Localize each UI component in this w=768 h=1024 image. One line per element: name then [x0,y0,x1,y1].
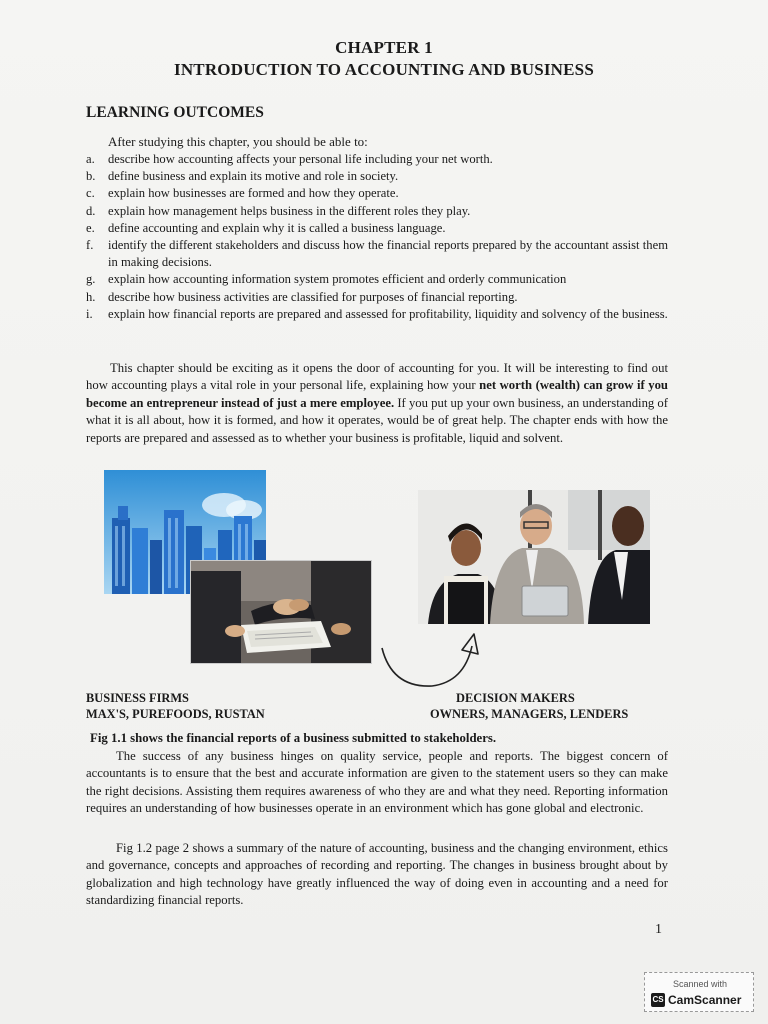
caption-decision-makers: DECISION MAKERS OWNERS, MANAGERS, LENDERS [430,691,629,721]
outcomes-intro: After studying this chapter, you should be able to: [108,134,368,149]
outcome-item: d. explain how management helps business in the different roles they play. [86,203,471,218]
camscanner-logo-icon: CS [651,993,665,1007]
intro-paragraph: This chapter should be exciting as it opens the door of accounting for you. It will be interesting to find out how accounting plays a vital role in your personal life, explaining how your net worth (wealth) can grow if you become an entrepreneur instead of just a mere employee. If you put up your own business, an understanding of what it is all about, how it is formed, and how it operates, would be of great help. The chapter ends with how the reports are prepared and assessed as to whether your business is profitable, liquid and solvent. [86,361,668,445]
handshake-documents-image [190,560,372,664]
bold-net-worth: net worth (wealth) [479,378,580,393]
caption-business-firms: BUSINESS FIRMS MAX'S, PUREFOODS, RUSTAN [86,691,265,721]
success-paragraph: The success of any business hinges on quality service, people and reports. The biggest concern of accountants is to ensure that the best and accurate information are given to the statement users so they can make the right decisions. Assisting them requires awareness of who they are and what they need. Reporting information requires an understanding of how businesses operate in an environment which has gone global and electronic. [86,749,668,816]
summary-paragraph: Fig 1.2 page 2 shows a summary of the nature of accounting, business and the changing environment, ethics and governance, concepts and approaches of recording and reporting. The changes in business brought about by globalization and high technology have greatly influenced the way of doing even in accounting and a need for standardizing financial reports. [86,841,668,908]
outcome-item: b. define business and explain its motive and role in society. [86,169,399,184]
outcome-item: e. define accounting and explain why it is called a business language. [86,220,446,235]
curved-arrow-icon [372,628,482,694]
camscanner-watermark: Scanned with CS CamScanner [644,972,754,1012]
outcome-item: g. explain how accounting information system promotes efficient and orderly communication [86,272,567,287]
bold-entrepreneur: if you become an entrepreneur instead of just a mere employee. [86,378,668,410]
outcome-item: i. explain how financial reports are prepared and assessed for profitability, liquidity and solvency of the business. [86,306,668,321]
outcomes-list [86,151,668,323]
learning-outcomes-heading: LEARNING OUTCOMES [86,104,264,121]
chapter-heading: CHAPTER 1 [335,38,433,57]
outcome-item: a. describe how accounting affects your personal life including your net worth. [86,152,493,166]
chapter-title: INTRODUCTION TO ACCOUNTING AND BUSINESS [174,60,594,79]
outcome-item: f. identify the different stakeholders and discuss how the financial reports prepared by the accountant assist them in making decisions. [86,238,668,270]
business-team-image [418,490,650,624]
page-number: 1 [655,922,662,937]
figure-caption: Fig 1.1 shows the financial reports of a business submitted to stakeholders. [90,731,497,745]
outcome-item: h. describe how business activities are classified for purposes of financial reporting. [86,289,518,304]
outcome-item: c. explain how businesses are formed and how they operate. [86,186,399,201]
